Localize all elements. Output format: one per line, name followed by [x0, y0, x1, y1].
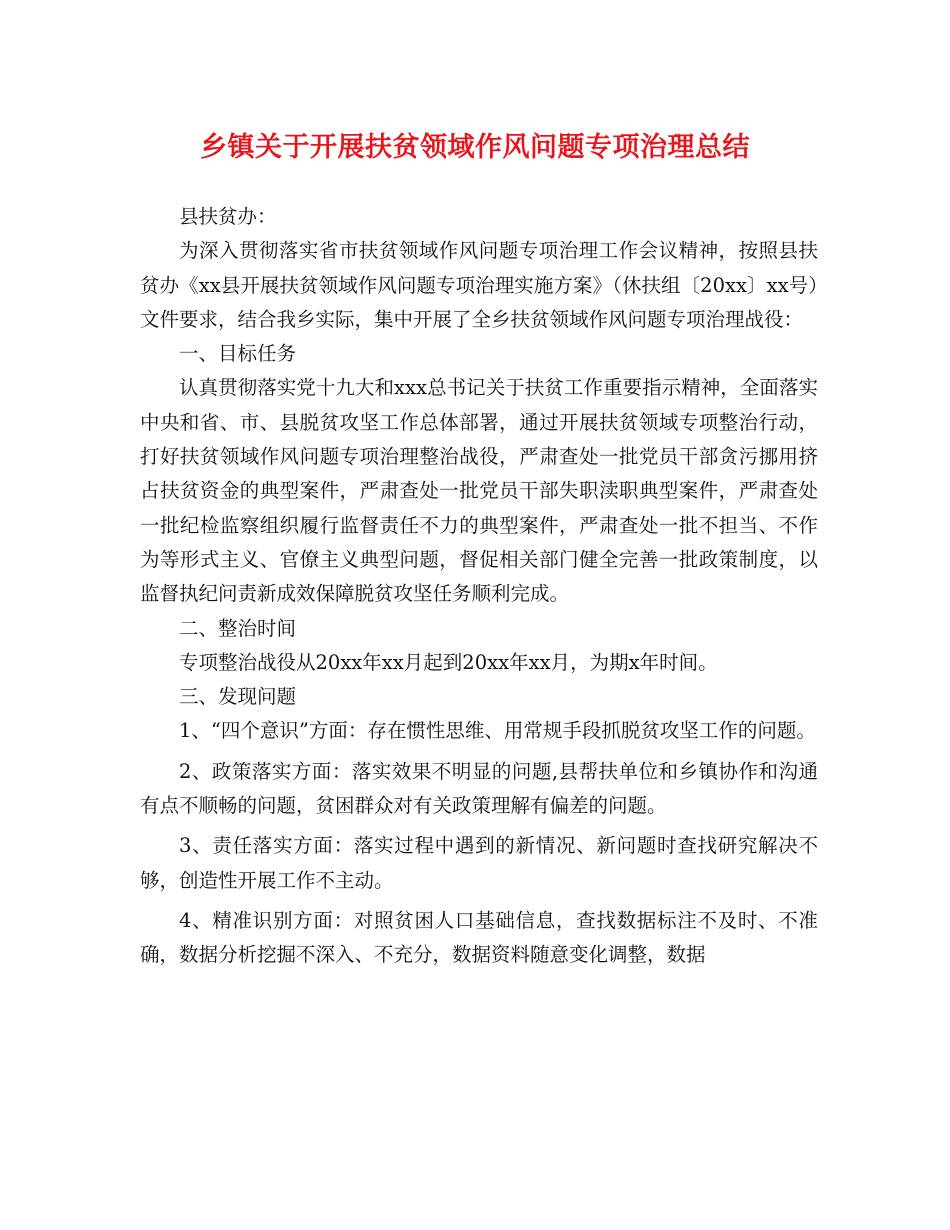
paragraph-issue-1: 1、“四个意识”方面：存在惯性思维、用常规手段抓脱贫攻坚工作的问题。 — [179, 719, 816, 743]
document-title: 乡镇关于开展扶贫领域作风问题专项治理总结 — [200, 132, 750, 163]
paragraph-intro: 为深入贯彻落实省市扶贫领域作风问题专项治理工作会议精神，按照县扶贫办《xx县开展扶贫领域作风问题专项治理实施方案》（休扶组〔20xx〕xx号）文件要求，结合我乡实际，集中开展了全乡扶贫领域作风问题专项治理战役： — [140, 239, 818, 331]
paragraph-schedule: 专项整治战役从20xx年xx月起到20xx年xx月，为期x年时间。 — [179, 650, 718, 674]
heading-schedule: 二、整治时间 — [179, 616, 297, 640]
heading-objectives: 一、目标任务 — [179, 342, 297, 366]
paragraph-objectives: 认真贯彻落实党十九大和xxx总书记关于扶贫工作重要指示精神，全面落实中央和省、市、县脱贫攻坚工作总体部署，通过开展扶贫领域专项整治行动，打好扶贫领域作风问题专项治理整治战役，严肃查处一批党员干部贪污挪用挤占扶贫资金的典型案件，严肃查处一批党员干部失职渎职典型案件，严肃查处一批纪检监察组织履行监督责任不力的典型案件，严肃查处一批不担当、不作为等形式主义、官僚主义典型问题，督促相关部门健全完善一批政策制度，以监督执纪问责新成效保障脱贫攻坚任务顺利完成。 — [140, 376, 818, 606]
paragraph-salutation: 县扶贫办： — [179, 205, 277, 228]
document-body — [140, 200, 818, 979]
paragraph-issue-3: 3、责任落实方面：落实过程中遇到的新情况、新问题时查找研究解决不够，创造性开展工作不主动。 — [140, 834, 818, 892]
paragraph-issue-4: 4、精准识别方面：对照贫困人口基础信息，查找数据标注不及时、不准确，数据分析挖掘不深入、不充分，数据资料随意变化调整，数据 — [140, 908, 818, 967]
paragraph-issue-2: 2、政策落实方面：落实效果不明显的问题,县帮扶单位和乡镇协作和沟通有点不顺畅的问题，贫困群众对有关政策理解有偏差的问题。 — [140, 759, 818, 818]
heading-issues: 三、发现问题 — [179, 685, 297, 709]
